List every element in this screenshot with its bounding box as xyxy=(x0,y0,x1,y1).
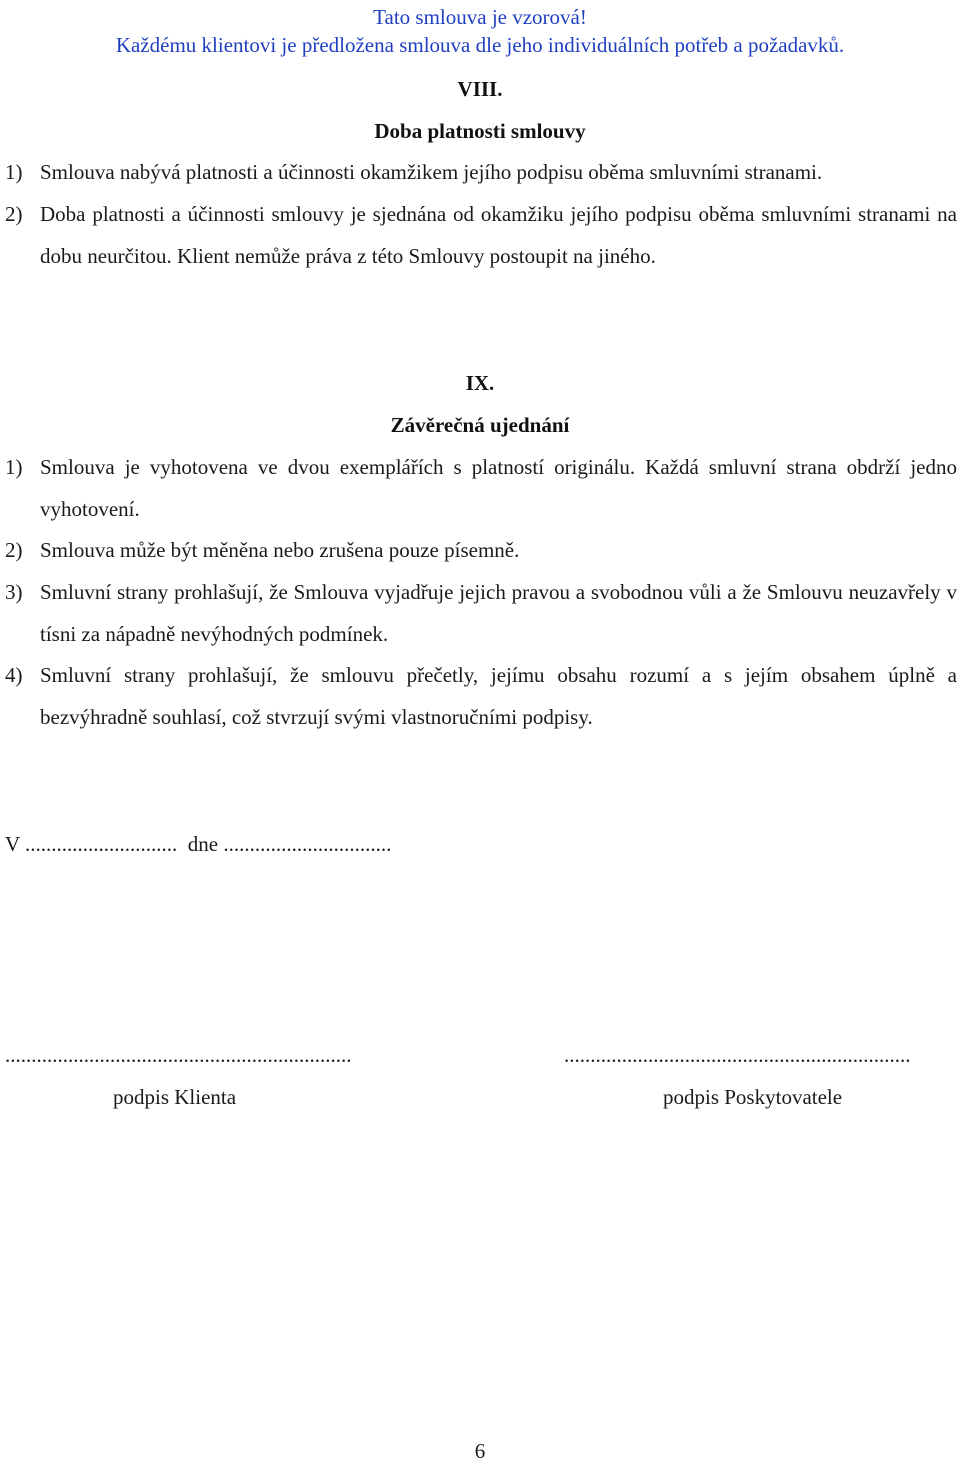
individual-needs-notice: Každému klientovi je předložena smlouva dle jeho individuálních potřeb a požadavků. xyxy=(115,33,845,57)
section-viii-title: Doba platnosti smlouvy xyxy=(374,119,586,143)
clause-number: 2) xyxy=(5,538,23,562)
provider-signature-line: .................................................................. xyxy=(564,1043,911,1067)
client-signature-label: podpis Klienta xyxy=(113,1085,237,1109)
client-signature-line: .................................................................. xyxy=(5,1043,352,1067)
section-viii-number: VIII. xyxy=(457,77,503,101)
section-ix-number: IX. xyxy=(465,371,495,395)
sample-contract-notice: Tato smlouva je vzorová! xyxy=(373,5,587,29)
clause-text: Smlouva může být měněna nebo zrušena pouze písemně. xyxy=(40,538,520,562)
page-number: 6 xyxy=(474,1439,486,1463)
section-viii-clause-1 xyxy=(5,152,957,194)
clause-number: 1) xyxy=(5,455,23,479)
section-ix-clause-1 xyxy=(5,447,957,530)
section-ix-clause-3 xyxy=(5,572,957,655)
place-field: V ............................. xyxy=(5,832,178,856)
section-ix-clause-2 xyxy=(5,530,957,572)
section-ix-title: Závěrečná ujednání xyxy=(390,413,570,437)
clause-text: Doba platnosti a účinnosti smlouvy je sjednána od okamžiku jejího podpisu oběma smluvními stranami na dobu neurčitou. Klient nemůže práva z této Smlouvy postoupit na jiného. xyxy=(40,202,957,268)
section-ix-clause-4 xyxy=(5,655,957,738)
clause-text: Smluvní strany prohlašují, že Smlouva vyjadřuje jejich pravou a svobodnou vůli a že Smlouvu neuzavřely v tísni za nápadně nevýhodných podmínek. xyxy=(40,580,957,646)
clause-number: 3) xyxy=(5,580,23,604)
clause-number: 4) xyxy=(5,663,23,687)
clause-text: Smlouva je vyhotovena ve dvou exemplářích s platností originálu. Každá smluvní strana obdrží jedno vyhotovení. xyxy=(40,455,957,521)
clause-number: 1) xyxy=(5,160,23,184)
place-and-date xyxy=(5,831,391,857)
date-field: dne ................................ xyxy=(187,832,392,856)
clause-text: Smlouva nabývá platnosti a účinnosti okamžikem jejího podpisu oběma smluvními stranami. xyxy=(40,160,823,184)
section-viii-clause-2 xyxy=(5,194,957,277)
provider-signature-label: podpis Poskytovatele xyxy=(663,1085,843,1109)
clause-number: 2) xyxy=(5,202,23,226)
clause-text: Smluvní strany prohlašují, že smlouvu přečetly, jejímu obsahu rozumí a s jejím obsahem úplně a bezvýhradně souhlasí, což stvrzují svými vlastnoručními podpisy. xyxy=(40,663,957,729)
